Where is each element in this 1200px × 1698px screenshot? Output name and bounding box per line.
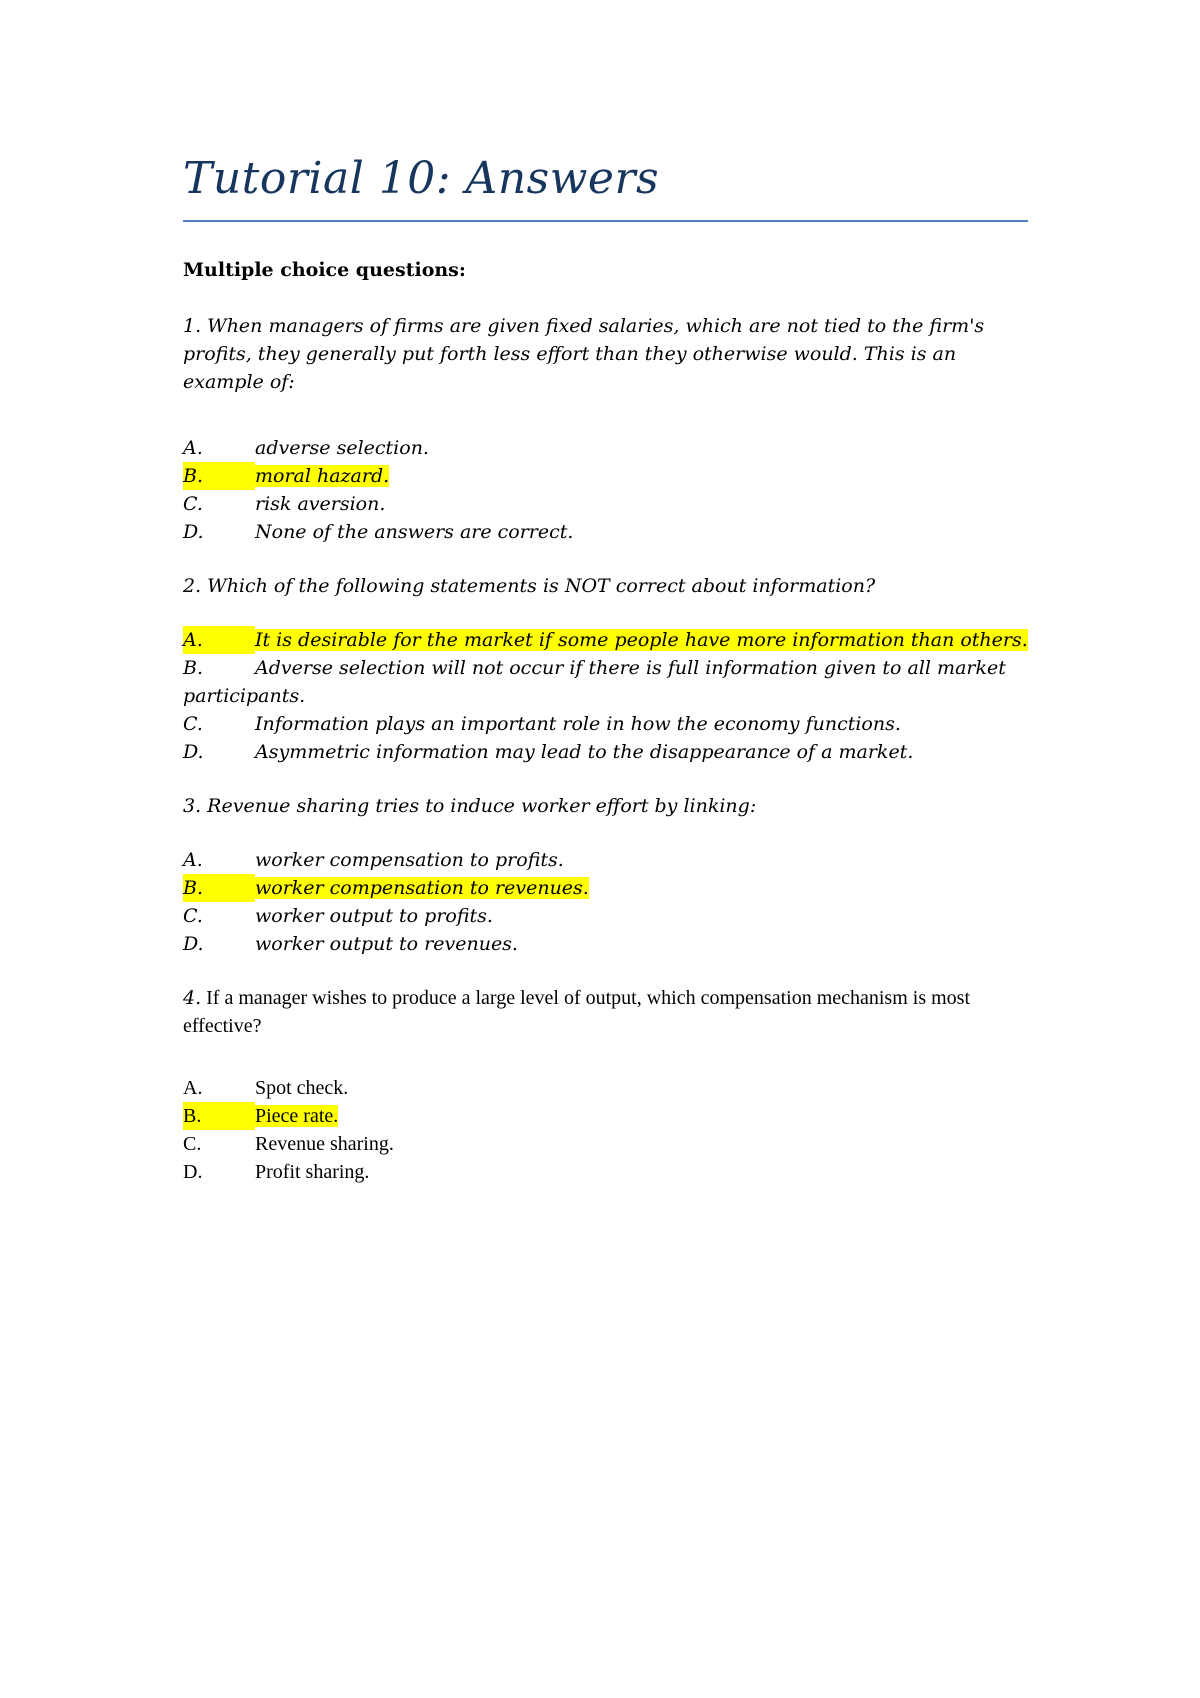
option-text: Piece rate. — [255, 1105, 339, 1127]
option-letter: B. — [183, 1102, 255, 1130]
option-letter: D. — [183, 521, 204, 543]
option-text: Spot check. — [255, 1077, 349, 1099]
option-text: worker output to profits. — [255, 905, 493, 927]
option-letter: D. — [183, 741, 204, 763]
option-text: moral hazard. — [255, 465, 390, 487]
option-2d — [183, 738, 1028, 766]
option-4a — [183, 1074, 1028, 1102]
document-title: Tutorial 10: Answers — [183, 153, 660, 204]
question-text: If a manager wishes to produce a large level of output, which compensation mechanism is most effective? — [183, 987, 971, 1037]
option-1a — [183, 434, 1028, 462]
option-letter: A. — [183, 437, 203, 459]
option-letter: B. — [183, 874, 255, 902]
section-heading: Multiple choice questions: — [183, 259, 466, 281]
option-3c — [183, 902, 1028, 930]
spacer — [183, 1040, 1028, 1074]
option-letter: C. — [183, 493, 203, 515]
option-text: None of the answers are correct. — [255, 521, 574, 543]
option-text: risk aversion. — [255, 493, 386, 515]
option-text: worker output to revenues. — [255, 933, 518, 955]
question-4-options — [183, 1074, 1028, 1186]
option-text: worker compensation to revenues. — [255, 877, 589, 899]
option-letter: D. — [183, 933, 204, 955]
option-1c — [183, 490, 1028, 518]
option-text: Profit sharing. — [255, 1161, 370, 1183]
question-2-stem: 2. Which of the following statements is NOT correct about information? — [183, 575, 876, 597]
option-2c — [183, 710, 1028, 738]
title-divider — [183, 220, 1028, 222]
question-3-options — [183, 846, 1028, 958]
question-2-options — [183, 626, 1028, 766]
option-letter: B. — [183, 657, 204, 679]
option-letter: C. — [183, 713, 203, 735]
option-text: Asymmetric information may lead to the disappearance of a market. — [255, 741, 914, 763]
option-1d — [183, 518, 1028, 546]
option-text: Information plays an important role in how the economy functions. — [255, 713, 901, 735]
option-3b-correct — [183, 874, 1028, 902]
option-letter: A. — [183, 849, 203, 871]
option-3d — [183, 930, 1028, 958]
document-page — [183, 150, 1028, 1186]
option-4c — [183, 1130, 1028, 1158]
question-1-stem: 1. When managers of firms are given fixed salaries, which are not tied to the firm's profits, they generally put forth less effort than they otherwise would. This is an example of: — [183, 315, 985, 393]
option-3a — [183, 846, 1028, 874]
option-letter: C. — [183, 1133, 202, 1155]
question-3-stem: 3. Revenue sharing tries to induce worker effort by linking: — [183, 795, 757, 817]
question-4-stem — [183, 984, 1028, 1040]
option-2a-correct — [183, 626, 1028, 654]
option-letter: A. — [183, 626, 255, 654]
question-number: 4. — [183, 987, 202, 1009]
option-letter: B. — [183, 462, 255, 490]
option-4b-correct — [183, 1102, 1028, 1130]
option-text: It is desirable for the market if some people have more information than others. — [255, 629, 1028, 651]
option-text: adverse selection. — [255, 437, 429, 459]
option-letter: D. — [183, 1161, 203, 1183]
option-letter: A. — [183, 1077, 203, 1099]
option-2b — [183, 654, 1028, 710]
option-text: Revenue sharing. — [255, 1133, 394, 1155]
option-letter: C. — [183, 905, 203, 927]
option-1b-correct — [183, 462, 1028, 490]
option-text: worker compensation to profits. — [255, 849, 564, 871]
spacer — [183, 396, 1028, 434]
option-text: Adverse selection will not occur if there is full information given to all market participants. — [183, 657, 1006, 707]
question-1-options — [183, 434, 1028, 546]
option-4d — [183, 1158, 1028, 1186]
